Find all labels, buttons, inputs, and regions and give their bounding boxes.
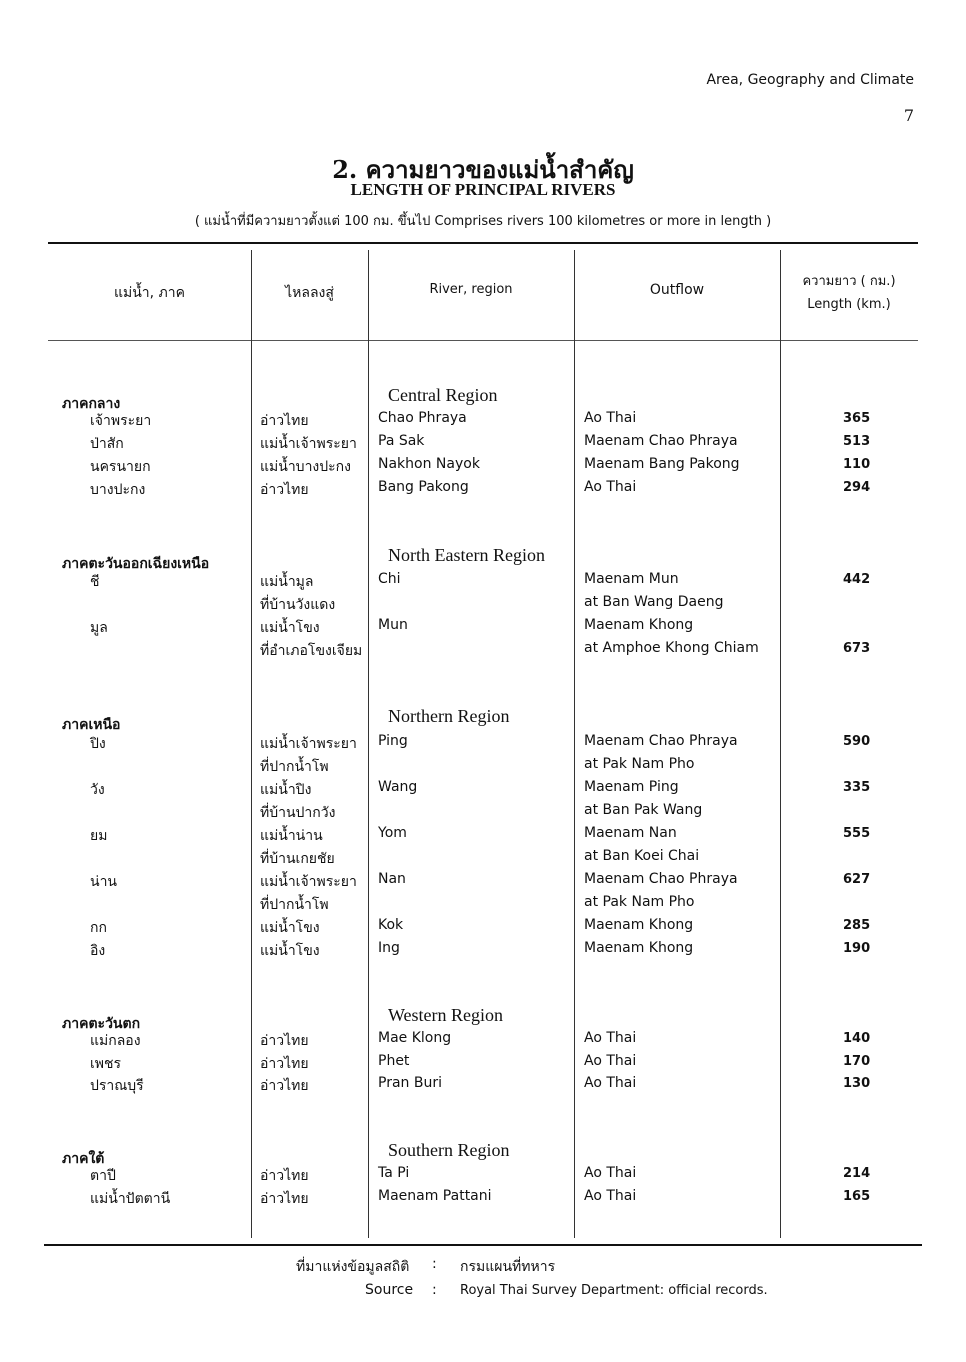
- river-name-english: Nan: [378, 871, 406, 887]
- section-header: Area, Geography and Climate: [706, 72, 914, 88]
- outflow-thai: แม่น้ำเจ้าพระยา: [260, 436, 357, 452]
- outflow-english: Maenam Chao Phraya: [584, 433, 738, 449]
- river-name-english: Maenam Pattani: [378, 1188, 492, 1204]
- river-name-thai: มูล: [90, 620, 108, 636]
- source-english-colon: :: [432, 1282, 437, 1298]
- outflow-thai: แม่น้ำบางปะกง: [260, 459, 351, 475]
- outflow-english: Maenam Khong: [584, 940, 694, 956]
- river-name-english: Yom: [378, 825, 407, 841]
- length-km: 365: [843, 411, 871, 426]
- outflow-english: Maenam Mun: [584, 571, 679, 587]
- outflow-english: Ao Thai: [584, 1188, 637, 1204]
- river-name-thai: นครนายก: [90, 459, 151, 475]
- length-km: 590: [843, 734, 871, 749]
- outflow-thai: แม่น้ำน่าน: [260, 828, 323, 844]
- outflow-thai: อ่าวไทย: [260, 413, 309, 429]
- river-name-english: Ping: [378, 733, 408, 749]
- region-name-thai: ภาคใต้: [62, 1151, 105, 1167]
- outflow-english: at Pak Nam Pho: [584, 894, 695, 910]
- outflow-english: at Ban Wang Daeng: [584, 594, 724, 610]
- river-name-thai: กก: [90, 920, 107, 936]
- page-number: 7: [903, 106, 914, 125]
- table-subtitle: ( แม่น้ำที่มีความยาวตั้งแต่ 100 กม. ขึ้นไป Comprises rivers 100 kilometres or more in length ): [194, 214, 772, 229]
- river-name-thai: อิง: [90, 943, 106, 959]
- table-bottom-rule: [44, 1244, 922, 1246]
- length-km: 140: [843, 1031, 871, 1046]
- river-name-thai: ป่าสัก: [90, 436, 124, 452]
- column-header-river-thai: แม่น้ำ, ภาค: [113, 285, 186, 301]
- outflow-english: Ao Thai: [584, 1053, 637, 1069]
- river-name-english: Wang: [378, 779, 418, 795]
- outflow-thai: แม่น้ำโขง: [260, 943, 320, 959]
- river-name-english: Ta Pi: [378, 1165, 410, 1181]
- outflow-english: Ao Thai: [584, 479, 637, 495]
- outflow-english: Maenam Khong: [584, 917, 694, 933]
- outflow-thai: แม่น้ำปิง: [260, 782, 312, 798]
- outflow-english: Maenam Nan: [584, 825, 677, 841]
- river-name-thai: เพชร: [90, 1056, 122, 1072]
- outflow-thai: ที่บ้านปากวัง: [260, 805, 336, 821]
- column-divider: [574, 250, 575, 1238]
- length-km: 513: [843, 434, 871, 449]
- column-header-outflow-thai: ไหลลงสู่: [285, 285, 334, 301]
- river-name-thai: ปราณบุรี: [90, 1078, 144, 1094]
- source-thai: กรมแผนที่ทหาร: [460, 1259, 556, 1275]
- table-top-rule: [48, 242, 918, 244]
- river-name-english: Chao Phraya: [378, 410, 467, 426]
- outflow-english: Ao Thai: [584, 1030, 637, 1046]
- column-header-length-thai: ความยาว ( กม.): [802, 274, 896, 289]
- outflow-thai: ที่บ้านเกยชัย: [260, 851, 335, 867]
- outflow-thai: อ่าวไทย: [260, 1078, 309, 1094]
- outflow-thai: อ่าวไทย: [260, 1191, 309, 1207]
- length-km: 190: [843, 941, 871, 956]
- source-thai-colon: :: [432, 1256, 437, 1272]
- source-thai-label: ที่มาแห่งข้อมูลสถิติ: [296, 1259, 410, 1275]
- river-name-thai: แม่น้ำปัตตานี: [90, 1191, 171, 1207]
- outflow-thai: อ่าวไทย: [260, 1168, 309, 1184]
- source-english-label: Source: [365, 1282, 414, 1298]
- river-name-thai: วัง: [90, 782, 105, 798]
- river-name-thai: ยม: [90, 828, 108, 844]
- river-name-english: Nakhon Nayok: [378, 456, 480, 472]
- length-km: 442: [843, 572, 871, 587]
- river-name-english: Bang Pakong: [378, 479, 469, 495]
- outflow-english: Maenam Ping: [584, 779, 679, 795]
- outflow-thai: ที่บ้านวังแดง: [260, 597, 336, 613]
- length-km: 165: [843, 1189, 871, 1204]
- outflow-english: Maenam Chao Phraya: [584, 733, 738, 749]
- region-name-thai: ภาคเหนือ: [62, 717, 121, 733]
- length-km: 673: [843, 641, 871, 656]
- outflow-thai: ที่อำเภอโขงเจียม: [260, 643, 363, 659]
- outflow-english: Ao Thai: [584, 1165, 637, 1181]
- river-name-english: Kok: [378, 917, 404, 933]
- outflow-thai: อ่าวไทย: [260, 482, 309, 498]
- outflow-english: Ao Thai: [584, 410, 637, 426]
- outflow-english: Maenam Bang Pakong: [584, 456, 740, 472]
- outflow-english: Maenam Khong: [584, 617, 694, 633]
- river-name-thai: เจ้าพระยา: [90, 413, 152, 429]
- river-name-english: Ing: [378, 940, 400, 956]
- length-km: 110: [843, 457, 871, 472]
- column-divider: [368, 250, 369, 1238]
- river-name-thai: ชี: [90, 574, 100, 590]
- length-km: 555: [843, 826, 871, 841]
- region-name-english: Northern Region: [388, 706, 510, 726]
- river-name-thai: ปิง: [90, 736, 106, 752]
- region-name-english: Western Region: [388, 1005, 504, 1025]
- column-header-outflow-english: Outflow: [649, 282, 705, 298]
- outflow-thai: อ่าวไทย: [260, 1033, 309, 1049]
- outflow-thai: ที่ปากน้ำโพ: [260, 897, 329, 913]
- region-name-thai: ภาคกลาง: [62, 396, 121, 412]
- column-divider: [780, 250, 781, 1238]
- outflow-english: at Ban Koei Chai: [584, 848, 700, 864]
- length-km: 170: [843, 1054, 871, 1069]
- length-km: 214: [843, 1166, 871, 1181]
- region-name-thai: ภาคตะวันออกเฉียงเหนือ: [62, 556, 210, 572]
- region-name-english: North Eastern Region: [388, 545, 545, 565]
- region-name-english: Central Region: [388, 385, 498, 405]
- region-name-english: Southern Region: [388, 1140, 510, 1160]
- river-name-english: Pran Buri: [378, 1075, 442, 1091]
- river-name-english: Pa Sak: [378, 433, 425, 449]
- outflow-english: at Pak Nam Pho: [584, 756, 695, 772]
- outflow-thai: แม่น้ำเจ้าพระยา: [260, 736, 357, 752]
- river-name-thai: ตาปี: [90, 1168, 116, 1184]
- outflow-english: at Ban Pak Wang: [584, 802, 703, 818]
- length-km: 130: [843, 1076, 871, 1091]
- length-km: 335: [843, 780, 871, 795]
- outflow-thai: แม่น้ำโขง: [260, 920, 320, 936]
- outflow-thai: แม่น้ำมูล: [260, 574, 314, 590]
- column-divider: [251, 250, 252, 1238]
- outflow-english: Ao Thai: [584, 1075, 637, 1091]
- outflow-english: Maenam Chao Phraya: [584, 871, 738, 887]
- column-header-river-english: River, region: [429, 282, 513, 297]
- river-name-english: Mun: [378, 617, 408, 633]
- length-km: 294: [843, 480, 871, 495]
- river-name-english: Mae Klong: [378, 1030, 452, 1046]
- region-name-thai: ภาคตะวันตก: [62, 1016, 141, 1032]
- river-name-english: Chi: [378, 571, 401, 587]
- source-english: Royal Thai Survey Department: official records.: [460, 1283, 768, 1298]
- outflow-thai: ที่ปากน้ำโพ: [260, 759, 329, 775]
- length-km: 627: [843, 872, 871, 887]
- table-title-thai: 2. ความยาวของแม่น้ำสำคัญ: [332, 155, 634, 184]
- header-bottom-rule: [48, 340, 918, 341]
- outflow-thai: แม่น้ำเจ้าพระยา: [260, 874, 357, 890]
- column-header-length-english: Length (km.): [807, 297, 891, 312]
- outflow-english: at Amphoe Khong Chiam: [584, 640, 759, 656]
- outflow-thai: อ่าวไทย: [260, 1056, 309, 1072]
- river-name-thai: แม่กลอง: [90, 1033, 141, 1049]
- river-name-thai: บางปะกง: [90, 482, 146, 498]
- outflow-thai: แม่น้ำโขง: [260, 620, 320, 636]
- river-name-english: Phet: [378, 1053, 410, 1069]
- length-km: 285: [843, 918, 871, 933]
- table-title-english: LENGTH OF PRINCIPAL RIVERS: [350, 180, 616, 199]
- river-name-thai: น่าน: [90, 874, 118, 890]
